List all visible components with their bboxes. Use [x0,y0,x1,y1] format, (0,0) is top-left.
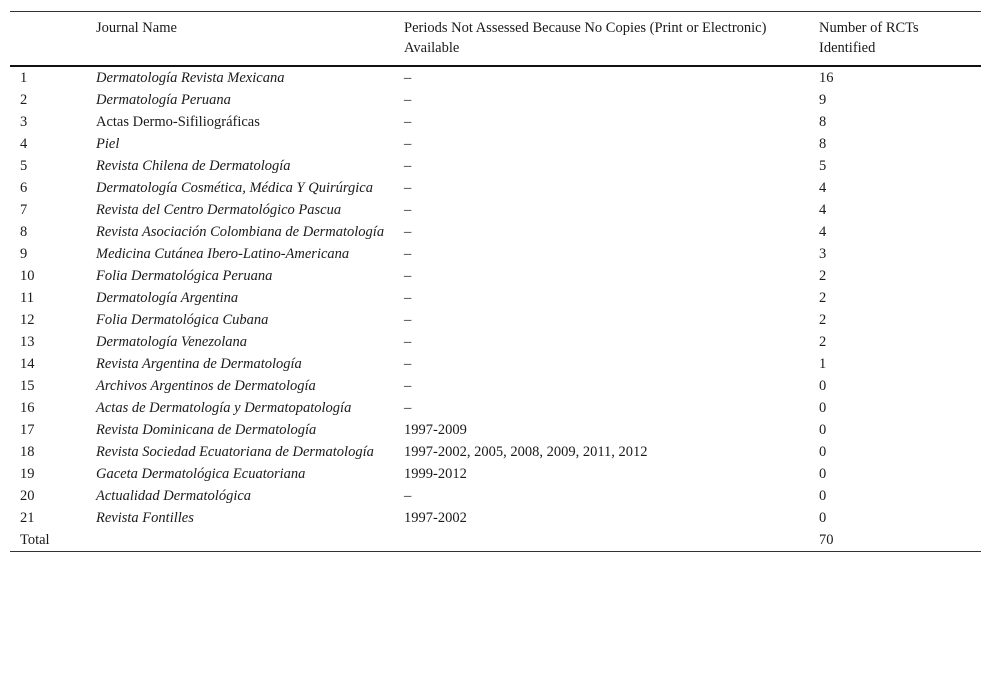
total-journal-cell [86,529,394,552]
table-row [10,243,981,265]
rct-count: 2 [819,312,827,328]
periods-not-assessed: 1997-2009 [404,422,467,438]
journals-table [10,11,981,552]
periods-not-assessed: – [404,92,412,108]
total-label: Total [20,532,50,548]
total-periods-cell [394,529,809,552]
table-row [10,265,981,287]
journal-name: Dermatología Revista Mexicana [96,70,285,86]
rct-count: 2 [819,268,827,284]
journal-name: Actas de Dermatología y Dermatopatología [96,400,352,416]
table-row [10,287,981,309]
table-row [10,177,981,199]
row-number: 15 [20,378,35,394]
row-number: 8 [20,224,28,240]
journal-name: Archivos Argentinos de Dermatología [96,378,316,394]
row-number: 14 [20,356,35,372]
row-number: 7 [20,202,28,218]
table-row [10,133,981,155]
rct-count: 0 [819,444,827,460]
journal-name: Dermatología Peruana [96,92,231,108]
periods-not-assessed: – [404,246,412,262]
header-number-of-rcts: Number of RCTs Identified [819,20,919,56]
rct-count: 16 [819,70,834,86]
periods-not-assessed: – [404,378,412,394]
rct-count: 0 [819,488,827,504]
periods-not-assessed: – [404,180,412,196]
row-number: 4 [20,136,28,152]
journal-name: Revista Chilena de Dermatología [96,158,291,174]
rct-count: 4 [819,202,827,218]
journal-name: Medicina Cutánea Ibero-Latino-Americana [96,246,350,262]
rct-count: 0 [819,466,827,482]
rct-count: 3 [819,246,827,262]
header-number [10,12,86,67]
periods-not-assessed: 1997-2002 [404,510,467,526]
table-header [10,12,981,67]
table-body [10,66,981,552]
periods-not-assessed: 1999-2012 [404,466,467,482]
rct-count: 1 [819,356,827,372]
row-number: 13 [20,334,35,350]
row-number: 1 [20,70,28,86]
journal-name: Revista Sociedad Ecuatoriana de Dermatología [96,444,374,460]
rct-count: 2 [819,290,827,306]
rct-count: 5 [819,158,827,174]
table-row [10,89,981,111]
journal-name: Actualidad Dermatológica [96,488,252,504]
table-row [10,485,981,507]
journal-name: Dermatología Argentina [96,290,239,306]
header-journal-name: Journal Name [96,20,177,36]
table-row [10,507,981,529]
rct-count: 0 [819,422,827,438]
row-number: 12 [20,312,35,328]
table-row [10,375,981,397]
journal-name: Revista Asociación Colombiana de Dermatología [96,224,385,240]
periods-not-assessed: – [404,334,412,350]
periods-not-assessed: – [404,290,412,306]
table-row [10,331,981,353]
journal-name: Dermatología Venezolana [96,334,248,350]
row-number: 11 [20,290,34,306]
rct-count: 0 [819,510,827,526]
journal-name: Actas Dermo-Sifiliográficas [96,114,260,130]
row-number: 10 [20,268,35,284]
periods-not-assessed: – [404,114,412,130]
table-row [10,419,981,441]
journal-name: Revista Argentina de Dermatología [96,356,302,372]
periods-not-assessed: – [404,70,412,86]
periods-not-assessed: – [404,158,412,174]
total-row [10,529,981,552]
periods-not-assessed: – [404,488,412,504]
rct-count: 0 [819,400,827,416]
table-row [10,463,981,485]
periods-not-assessed: – [404,202,412,218]
periods-not-assessed: – [404,136,412,152]
row-number: 21 [20,510,35,526]
rct-count: 4 [819,180,827,196]
row-number: 18 [20,444,35,460]
journal-name: Revista del Centro Dermatológico Pascua [96,202,342,218]
journal-name: Gaceta Dermatológica Ecuatoriana [96,466,306,482]
rct-count: 4 [819,224,827,240]
rct-count: 0 [819,378,827,394]
total-rcts: 70 [819,532,834,548]
periods-not-assessed: 1997-2002, 2005, 2008, 2009, 2011, 2012 [404,444,648,460]
row-number: 19 [20,466,35,482]
header-row [10,12,981,67]
table-row [10,397,981,419]
table-row [10,155,981,177]
periods-not-assessed: – [404,356,412,372]
rct-count: 8 [819,114,827,130]
rct-count: 9 [819,92,827,108]
journal-name: Revista Fontilles [96,510,194,526]
row-number: 9 [20,246,28,262]
periods-not-assessed: – [404,312,412,328]
journal-name: Folia Dermatológica Cubana [96,312,269,328]
rct-count: 2 [819,334,827,350]
row-number: 5 [20,158,28,174]
header-periods-not-assessed: Periods Not Assessed Because No Copies (Print or Electronic) Available [404,20,767,56]
rct-count: 8 [819,136,827,152]
row-number: 2 [20,92,28,108]
table-row [10,66,981,89]
row-number: 20 [20,488,35,504]
journal-name: Dermatología Cosmética, Médica Y Quirúrgica [96,180,373,196]
periods-not-assessed: – [404,400,412,416]
table-row [10,221,981,243]
row-number: 6 [20,180,28,196]
table-row [10,111,981,133]
periods-not-assessed: – [404,268,412,284]
table-row [10,353,981,375]
table-row [10,199,981,221]
table-row [10,309,981,331]
row-number: 3 [20,114,28,130]
journal-name: Revista Dominicana de Dermatología [96,422,317,438]
journal-name: Piel [96,136,120,152]
journal-name: Folia Dermatológica Peruana [96,268,273,284]
row-number: 16 [20,400,35,416]
table-row [10,441,981,463]
row-number: 17 [20,422,35,438]
periods-not-assessed: – [404,224,412,240]
